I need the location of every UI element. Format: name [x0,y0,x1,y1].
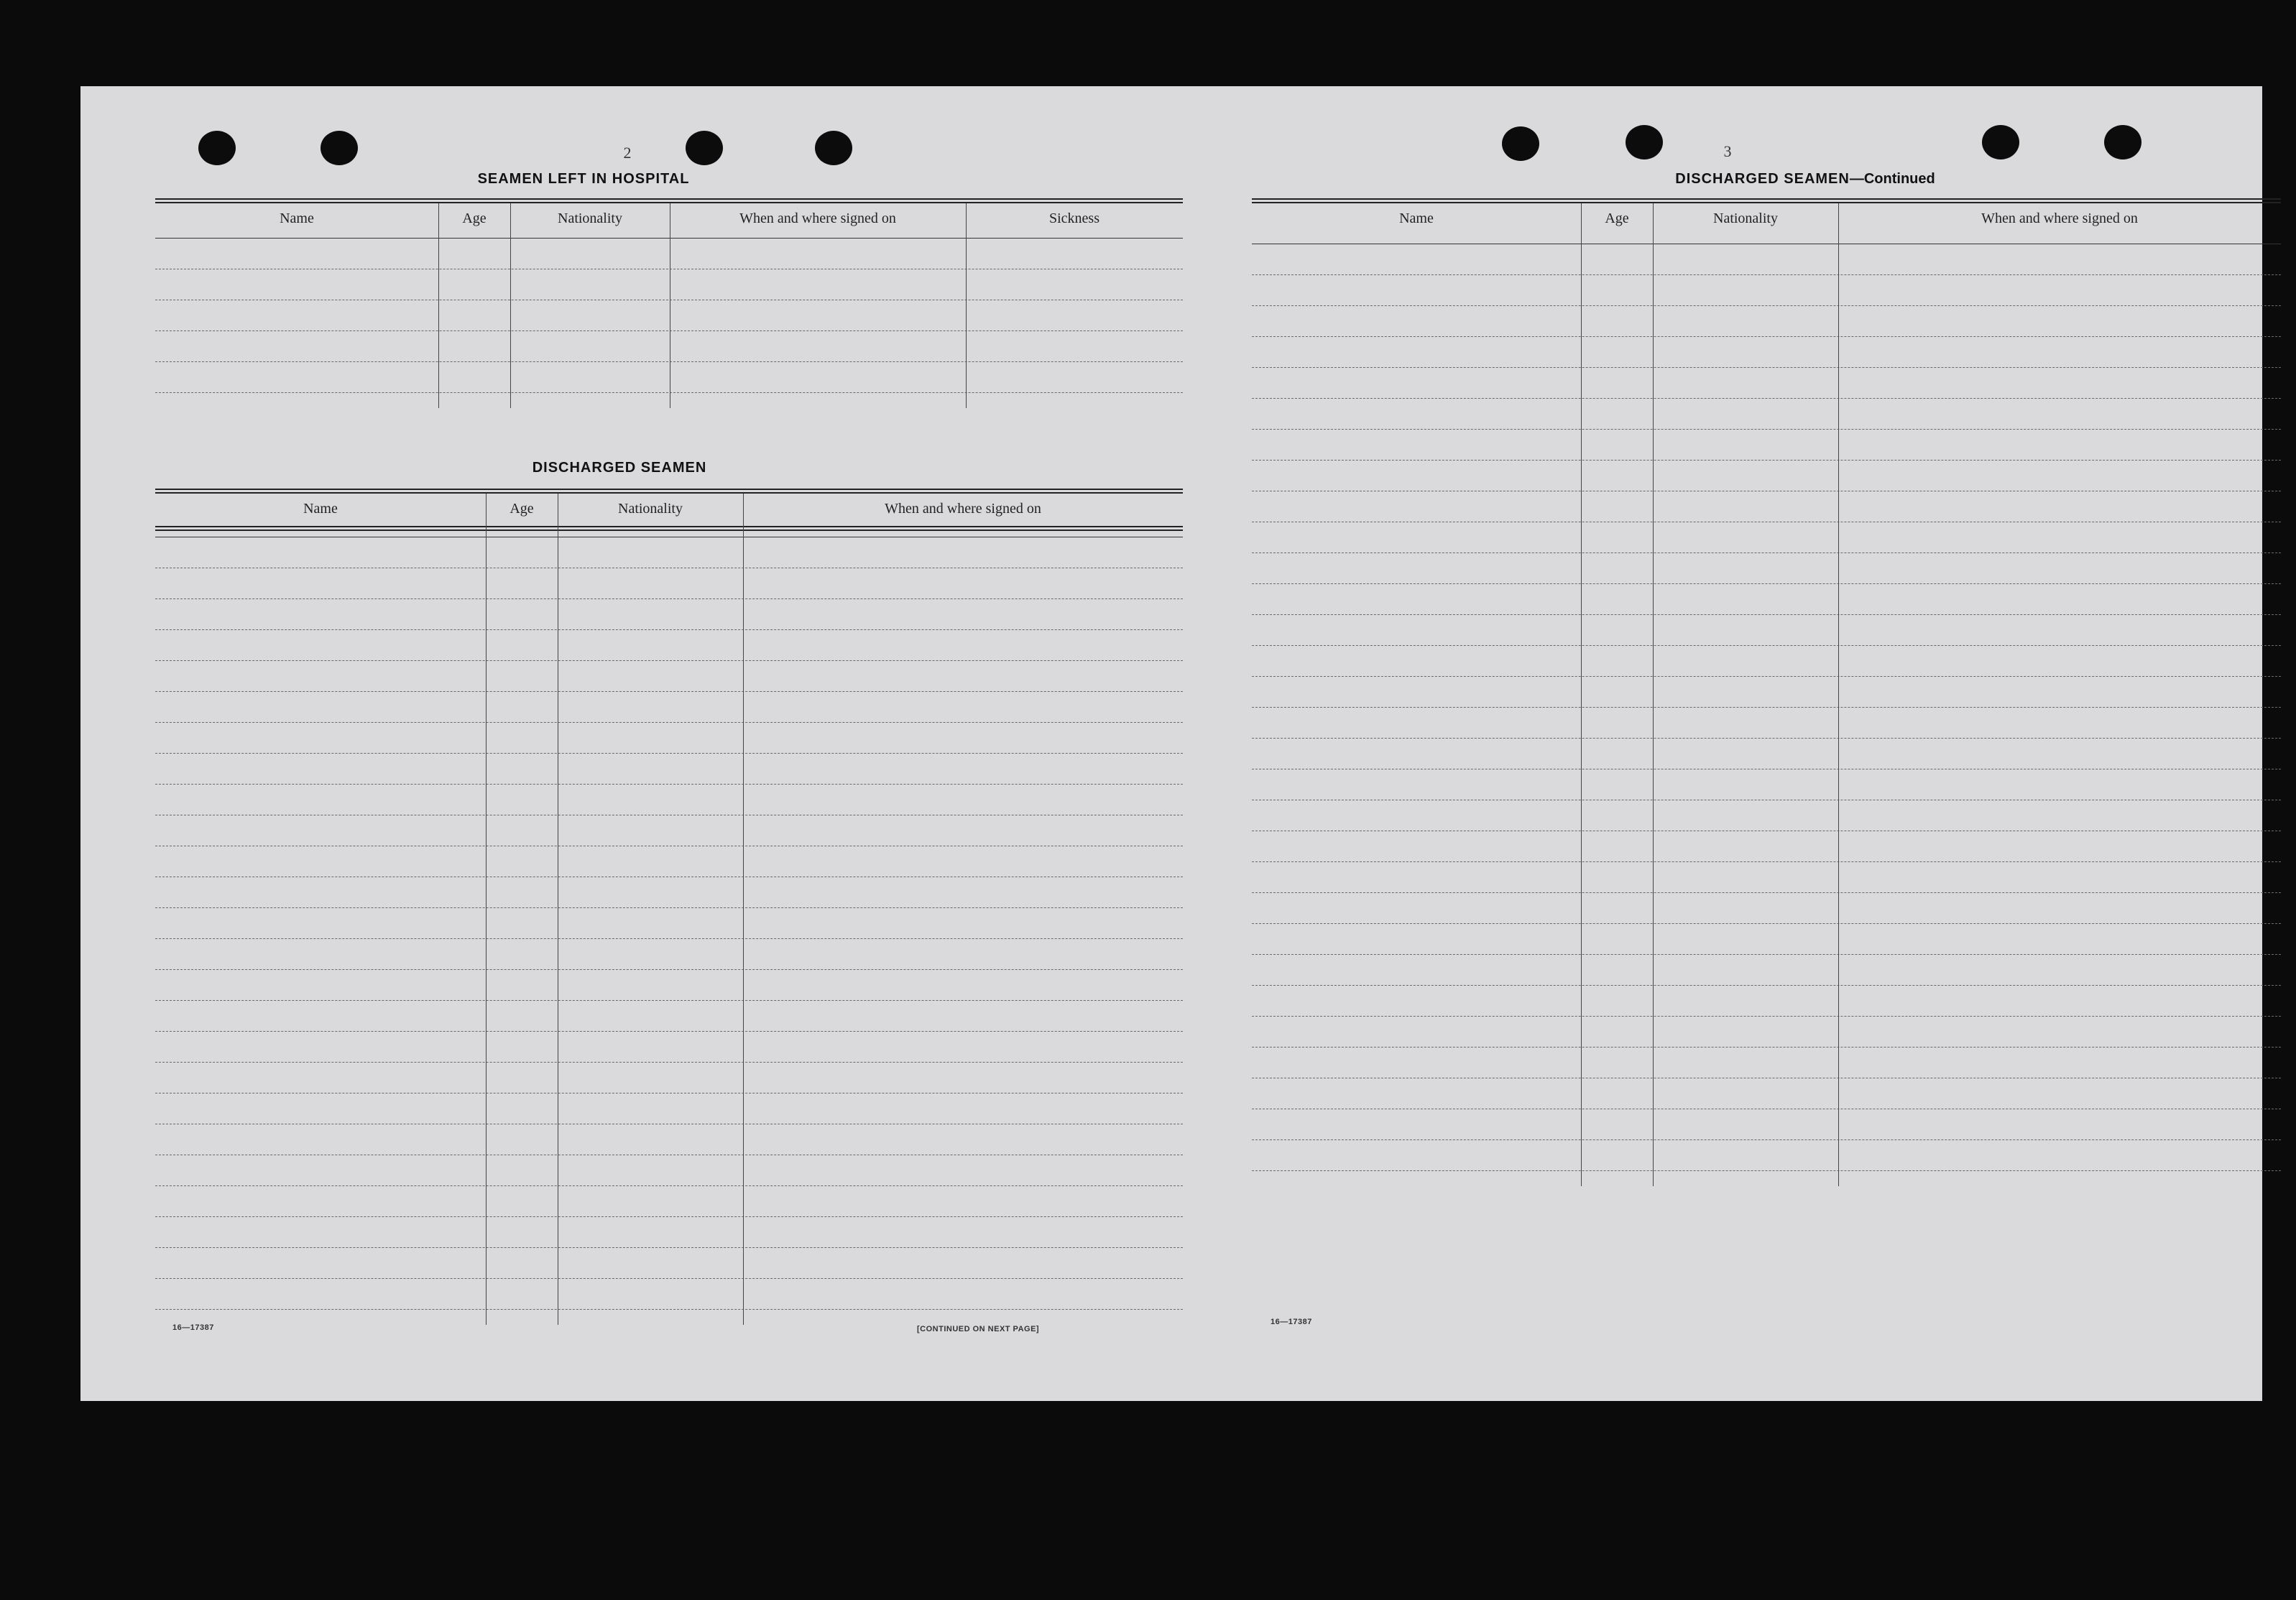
double-rule [155,489,1183,494]
form-sheet [80,86,2262,1401]
punch-hole [198,131,236,165]
table-row[interactable] [1252,861,2281,862]
table-row[interactable] [155,392,1183,393]
column-header-name: Name [303,501,338,517]
table-row[interactable] [1252,1139,2281,1140]
table-row[interactable] [155,598,1183,599]
table-row[interactable] [155,1185,1183,1186]
header-rule [155,238,1183,239]
punch-hole [815,131,852,165]
table-row[interactable] [1252,1016,2281,1017]
punch-hole [321,131,358,165]
table-row[interactable] [155,969,1183,970]
column-header-nationality: Nationality [618,501,683,517]
column-header-age: Age [510,501,534,517]
page-number-left: 2 [623,144,632,162]
table-row[interactable] [155,691,1183,692]
discharged-continued-main: DISCHARGED SEAMEN [1675,171,1850,187]
continued-note: [CONTINUED ON NEXT PAGE] [917,1325,1040,1333]
table-row[interactable] [155,1031,1183,1032]
table-row[interactable] [1252,614,2281,615]
table-row[interactable] [1252,985,2281,986]
discharged-section-title: DISCHARGED SEAMEN [532,460,707,476]
form-number-left: 16—17387 [172,1323,214,1332]
form-number-right: 16—17387 [1271,1318,1312,1326]
column-divider [486,494,487,1325]
table-row[interactable] [1252,583,2281,584]
punch-hole [1626,125,1663,159]
table-row[interactable] [155,938,1183,939]
column-header-name: Name [1399,211,1434,226]
table-row[interactable] [155,784,1183,785]
table-row[interactable] [1252,676,2281,677]
punch-hole [2104,125,2141,159]
table-row[interactable] [155,629,1183,630]
column-header-name: Name [280,211,314,226]
table-row[interactable] [1252,305,2281,306]
page-number-right: 3 [1723,142,1732,160]
column-divider [743,494,744,1325]
table-row[interactable] [1252,552,2281,553]
table-row[interactable] [1252,429,2281,430]
table-row[interactable] [1252,1047,2281,1048]
column-divider [1581,203,1582,1186]
table-row[interactable] [155,660,1183,661]
punch-hole [686,131,723,165]
punch-hole [1982,125,2019,159]
table-row[interactable] [1252,645,2281,646]
discharged-continued-title [1489,171,2121,188]
table-row[interactable] [1252,892,2281,893]
table-row[interactable] [1252,367,2281,368]
table-row[interactable] [155,907,1183,908]
column-header-nationality: Nationality [558,211,622,226]
column-divider [1838,203,1839,1186]
table-row[interactable] [155,1216,1183,1217]
column-header-when-and-where-signed-on: When and where signed on [739,211,896,226]
table-row[interactable] [1252,398,2281,399]
table-row[interactable] [155,1278,1183,1279]
table-row[interactable] [1252,274,2281,275]
punch-hole [1502,126,1539,161]
table-row[interactable] [1252,1170,2281,1171]
discharged-continued-suffix: —Continued [1849,171,1935,187]
column-divider [510,203,511,408]
table-row[interactable] [155,330,1183,331]
double-rule [155,198,1183,203]
column-header-sickness: Sickness [1049,211,1099,226]
column-header-when-and-where-signed-on: When and where signed on [885,501,1041,517]
table-row[interactable] [1252,923,2281,924]
column-divider [1653,203,1654,1186]
table-row[interactable] [1252,738,2281,739]
table-row[interactable] [155,753,1183,754]
hospital-section-title: SEAMEN LEFT IN HOSPITAL [477,171,690,187]
hospital-table [155,203,1183,529]
table-row[interactable] [1252,460,2281,461]
column-header-nationality: Nationality [1713,211,1778,226]
column-header-age: Age [1605,211,1629,226]
column-header-when-and-where-signed-on: When and where signed on [1981,211,2138,226]
table-row[interactable] [155,1000,1183,1001]
table-row[interactable] [1252,336,2281,337]
discharged-table [155,494,1183,1377]
double-rule [1252,198,2281,203]
table-row[interactable] [155,1062,1183,1063]
table-row[interactable] [155,1247,1183,1248]
column-divider [966,203,967,408]
table-row[interactable] [155,722,1183,723]
table-row[interactable] [155,361,1183,362]
column-divider [438,203,439,408]
discharged-continued-table [1252,203,2281,1361]
column-header-age: Age [462,211,487,226]
table-row[interactable] [1252,707,2281,708]
table-row[interactable] [1252,954,2281,955]
table-row[interactable] [155,1309,1183,1310]
